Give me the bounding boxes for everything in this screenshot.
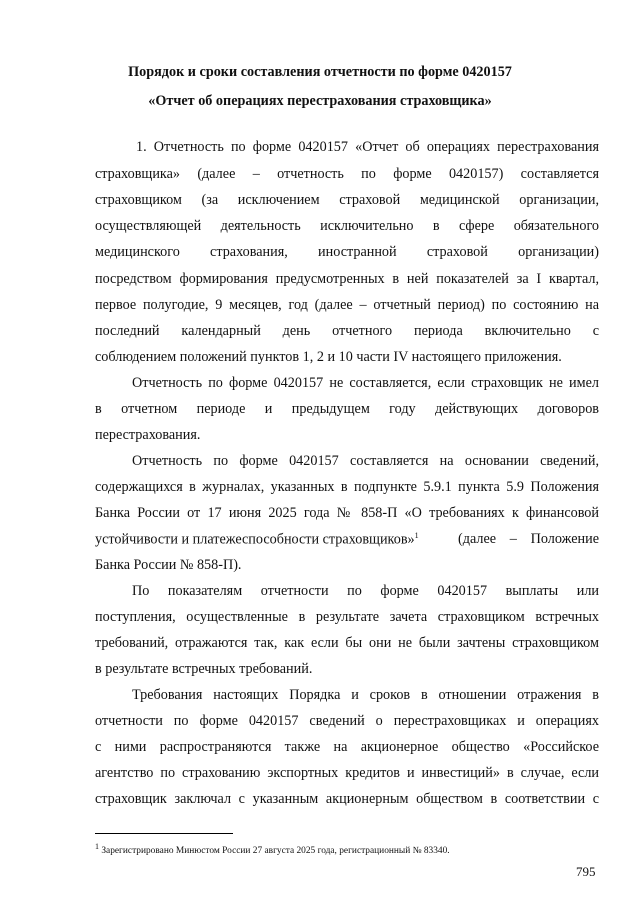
text-line-16 <box>95 531 419 549</box>
text-line-16-part-1: устойчивости и платежеспособности страховщиков» <box>95 531 415 548</box>
text-line-18: По показателям отчетности по форме 0420157 выплаты или <box>132 583 599 599</box>
footnote-text: Зарегистрировано Минюстом России 27 августа 2025 года, регистрационный № 83340. <box>101 846 450 857</box>
text-line-10: Отчетность по форме 0420157 не составляется, если страховщик не имел <box>132 375 599 391</box>
text-line-8: последний календарный день отчетного периода включительно с <box>95 323 599 339</box>
footnote-marker: 1 <box>95 842 99 851</box>
footnote-separator <box>95 833 233 834</box>
text-line-13: Отчетность по форме 0420157 составляется на основании сведений, <box>132 453 599 469</box>
text-line-19: поступления, осуществленные в результате зачета страховщиком встречных <box>95 609 599 625</box>
text-line-6: посредством формирования предусмотренных в ней показателей за I квартал, <box>95 271 599 287</box>
text-line-14: содержащихся в журналах, указанных в подпункте 5.9.1 пункта 5.9 Положения <box>95 479 599 495</box>
text-line-15: Банка России от 17 июня 2025 года № 858-П «О требованиях к финансовой <box>95 505 599 521</box>
footnote-ref: 1 <box>414 531 419 540</box>
text-line-21: в результате встречных требований. <box>95 661 313 677</box>
text-line-3: страховщиком (за исключением страховой медицинской организации, <box>95 192 599 208</box>
text-line-17: Банка России № 858-П). <box>95 557 242 573</box>
page-number: 795 <box>576 864 596 879</box>
title-line-2: «Отчет об операциях перестрахования страховщика» <box>148 93 492 109</box>
text-line-4: осуществляющей деятельность исключительно в сфере обязательного <box>95 218 599 234</box>
text-line-2: страховщика» (далее – отчетность по форме 0420157) составляется <box>95 166 599 182</box>
text-line-24: с ними распространяются также на акционерное общество «Российское <box>95 739 599 755</box>
text-line-5: медицинского страхования, иностранной страховой организации) <box>95 244 599 260</box>
text-line-26: страховщик заключал с указанным акционерным обществом в соответствии с <box>95 791 599 807</box>
text-line-23: отчетности по форме 0420157 сведений о перестраховщиках и операциях <box>95 713 599 729</box>
text-line-22: Требования настоящих Порядка и сроков в отношении отражения в <box>132 687 599 703</box>
text-line-25: агентство по страхованию экспортных кредитов и инвестиций» в случае, если <box>95 765 599 781</box>
text-line-9: соблюдением положений пунктов 1, 2 и 10 части IV настоящего приложения. <box>95 349 562 365</box>
title-line-1: Порядок и сроки составления отчетности по форме 0420157 <box>128 64 512 80</box>
text-line-12: перестрахования. <box>95 427 201 443</box>
text-line-20: требований, отражаются так, как если бы они не были зачтены страховщиком <box>95 635 599 651</box>
text-line-11: в отчетном периоде и предыдущем году действующих договоров <box>95 401 599 417</box>
text-line-7: первое полугодие, 9 месяцев, год (далее – отчетный период) по состоянию на <box>95 297 599 313</box>
footnote <box>95 842 450 856</box>
text-line-1: 1. Отчетность по форме 0420157 «Отчет об операциях перестрахования <box>136 139 599 155</box>
text-line-16-part-2: (далее – Положение <box>458 531 599 547</box>
